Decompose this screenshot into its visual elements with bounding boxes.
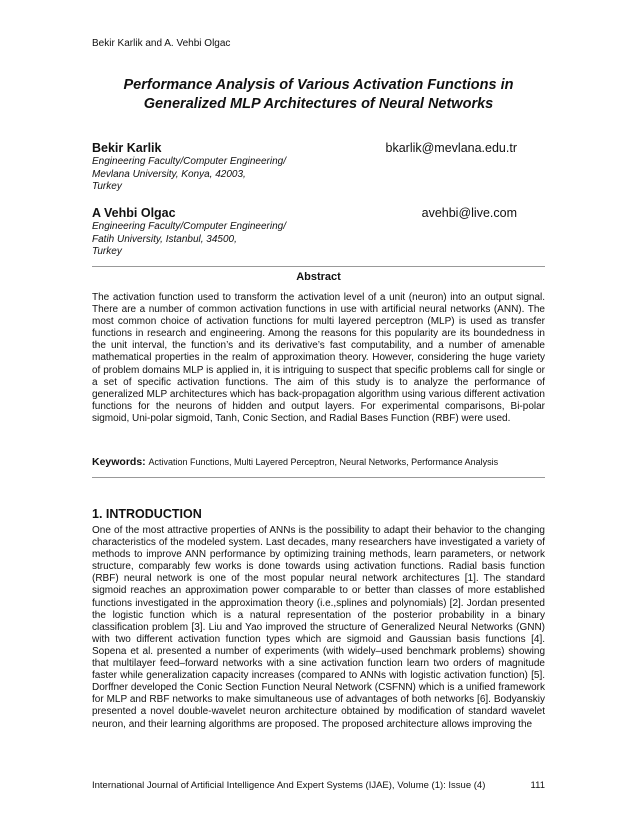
keywords-text: Activation Functions, Multi Layered Perceptron, Neural Networks, Performance Analysis: [148, 457, 499, 467]
affiliation-line: Engineering Faculty/Computer Engineering/: [92, 221, 286, 232]
divider: [92, 266, 545, 267]
paper-title: [92, 76, 545, 114]
author-affiliation: [92, 221, 545, 259]
abstract-heading: Abstract: [296, 271, 341, 283]
journal-info: International Journal of Artificial Intelligence And Expert Systems (IJAE), Volume (1): Issue (4): [92, 780, 486, 791]
keywords: [92, 456, 545, 468]
author-1: [92, 141, 545, 194]
affiliation-line: Turkey: [92, 246, 122, 257]
abstract-body: The activation function used to transform the activation level of a unit (neuron) into an output signal. There are a number of common activation functions in use with artificial neural networks (ANN). The most common choice of activation functions for multi layered perceptron (MLP) is used as transfer functions in research and engineering. Among the reasons for this popularity are its boundedness in the unit interval, the function’s and its derivative’s fast computability, and a number of amenable mathematical properties in the realm of approximation theory. However, considering the huge variety of problem domains MLP is applied in, it is intriguing to suspect that specific problems call for single or a set of specific activation functions. The aim of this study is to analyze the performance of generalized MLP architectures which has back-propagation algorithm using various different activation functions for the neurons of hidden and output layers. For experimental comparisons, Bi-polar sigmoid, Uni-polar sigmoid, Tanh, Conic Section, and Radial Bases Function (RBF) were used.: [92, 292, 545, 424]
section-heading: 1. INTRODUCTION: [92, 507, 202, 521]
title-line-2: Generalized MLP Architectures of Neural Networks: [143, 96, 494, 112]
affiliation-line: Engineering Faculty/Computer Engineering/: [92, 156, 286, 167]
author-name: Bekir Karlik: [92, 141, 162, 155]
section-body: One of the most attractive properties of ANNs is the possibility to adapt their behavior to the changing characteristics of the modeled system. Last decades, many researchers have investigated a variety of methods to improve ANN performance by optimizing training methods, learn parameters, or network structure, comparably few works is done towards using activation functions. Radial basis function (RBF) neural network is one of the most popular neural network architectures [1]. The standard sigmoid reaches an approximation power comparable to or better than classes of more established functions investigated in the approximation theory (i.e.,splines and polynomials) [2]. Jordan presented the logistic function which is a natural representation of the posterior probability in a binary classification problem [3]. Liu and Yao improved the structure of Generalized Neural Networks (GNN) with two different activation function types which are sigmoid and Gaussian basis functions [4]. Sopena et al. presented a number of experiments (with widely–used benchmark problems) showing that multilayer feed–forward networks with a sine activation function learn two orders of magnitude faster while generalization capacity increases (compared to ANNs with logistic activation function) [5]. Dorffner developed the Conic Section Function Neural Network (CSFNN) which is a unified framework for MLP and RBF networks to make simultaneous use of advantages of both networks [6]. Bodyanskiy presented a novel double-wavelet neuron architecture obtained by modification of standard wavelet neuron, and their learning algorithms are proposed. The proposed architecture allows improving the: [92, 525, 545, 730]
title-line-1: Performance Analysis of Various Activation Functions in: [123, 77, 514, 93]
affiliation-line: Fatih University, Istanbul, 34500,: [92, 233, 237, 245]
page-footer: [92, 780, 545, 791]
author-2: [92, 206, 545, 259]
running-head: Bekir Karlik and A. Vehbi Olgac: [92, 38, 231, 49]
affiliation-line: Turkey: [92, 181, 122, 192]
affiliation-line: Mevlana University, Konya, 42003,: [92, 168, 246, 180]
author-email: avehbi@live.com: [421, 206, 517, 220]
divider: [92, 477, 545, 478]
author-affiliation: [92, 156, 545, 194]
keywords-label: Keywords:: [92, 456, 146, 468]
author-email: bkarlik@mevlana.edu.tr: [385, 141, 517, 155]
author-name: A Vehbi Olgac: [92, 206, 176, 220]
page-number: 111: [530, 780, 545, 791]
